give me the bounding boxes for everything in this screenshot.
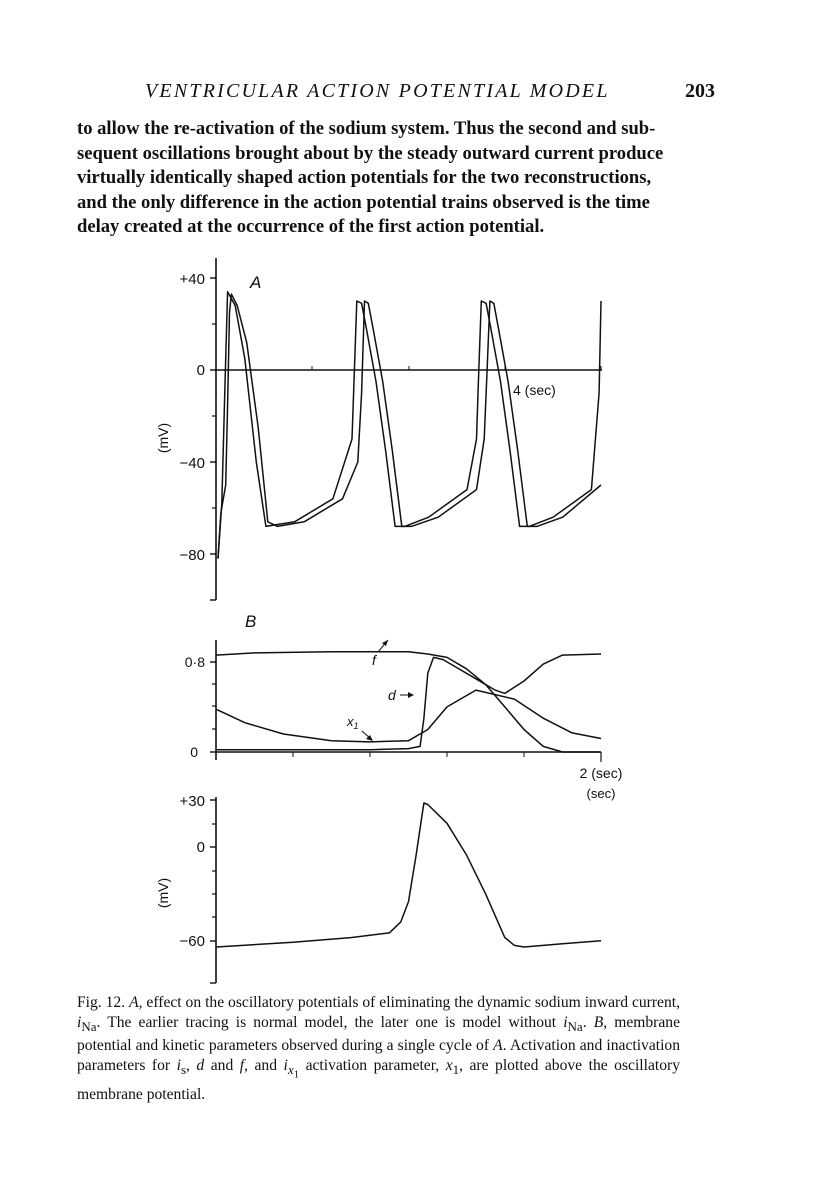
panel-membrane-ytick: 0 [196,839,205,856]
panel-b-letter: B [245,612,257,631]
page-number: 203 [685,80,715,102]
panel-membrane-trace [216,803,601,947]
panel-a-ytick: −40 [179,455,205,472]
body-line: virtually identically shaped action potentials for the two reconstructions, [77,167,652,188]
panel-membrane-ytick: +30 [179,793,205,810]
panel-b-ytick: 0·8 [184,654,205,670]
panel-a-ytick: 0 [196,362,205,379]
label-d: d [388,687,396,703]
panel-a-traces [218,292,601,559]
panel-a [155,258,602,600]
panel-a-ytick: −80 [179,547,205,564]
body-line: sequent oscillations brought about by the steady outward current produce [77,142,664,164]
panel-b-traces [216,652,601,752]
series-d [216,654,601,750]
running-title: VENTRICULAR ACTION POTENTIAL MODEL [145,80,610,102]
caption-fig-label: Fig. 12. [77,994,126,1011]
label-f: f [372,652,376,668]
panel-membrane-ytick: −60 [179,933,205,950]
panel-b-xtick-2: 2 (sec) [579,765,623,781]
series-membrane-potential [216,803,601,947]
series-normal-model [218,292,601,559]
series-x- [216,690,601,742]
panel-a-letter: A [250,273,262,292]
panel-membrane-ylabel: (mV) [155,877,171,909]
panel-a-xlabel: 4 (sec) [513,382,556,398]
panel-a-ylabel: (mV) [155,422,171,454]
label-x1: $x_1$ [347,714,359,731]
body-line: and the only difference in the action potential trains observed is the time [77,191,650,213]
panel-b-sec-label: (sec) [586,786,616,801]
panel-b [185,612,623,801]
series-f [216,652,601,752]
body-line: delay created at the occurrence of the first action potential. [77,216,545,237]
panel-membrane [155,793,601,983]
panel-a-ytick: +40 [179,271,205,288]
series-model-without-i-na [218,294,601,558]
figure-caption: Fig. 12. A, effect on the oscillatory potentials of eliminating the dynamic sodium inward current, $i_{Na}$. The earlier tracing is normal model, the later one is model without $i_{Na}$. B, membrane potential and kinetic parameters observed during a single cycle of A. Activation and inactivation parameters for $i_s$, d and f, and $i_{x_1}$ activation parameter, $x_1$, are plotted above the oscillatory membrane potential. [77,994,681,1103]
panel-b-ytick: 0 [190,744,198,760]
body-line: to allow the re-activation of the sodium system. Thus the second and sub- [77,118,656,139]
